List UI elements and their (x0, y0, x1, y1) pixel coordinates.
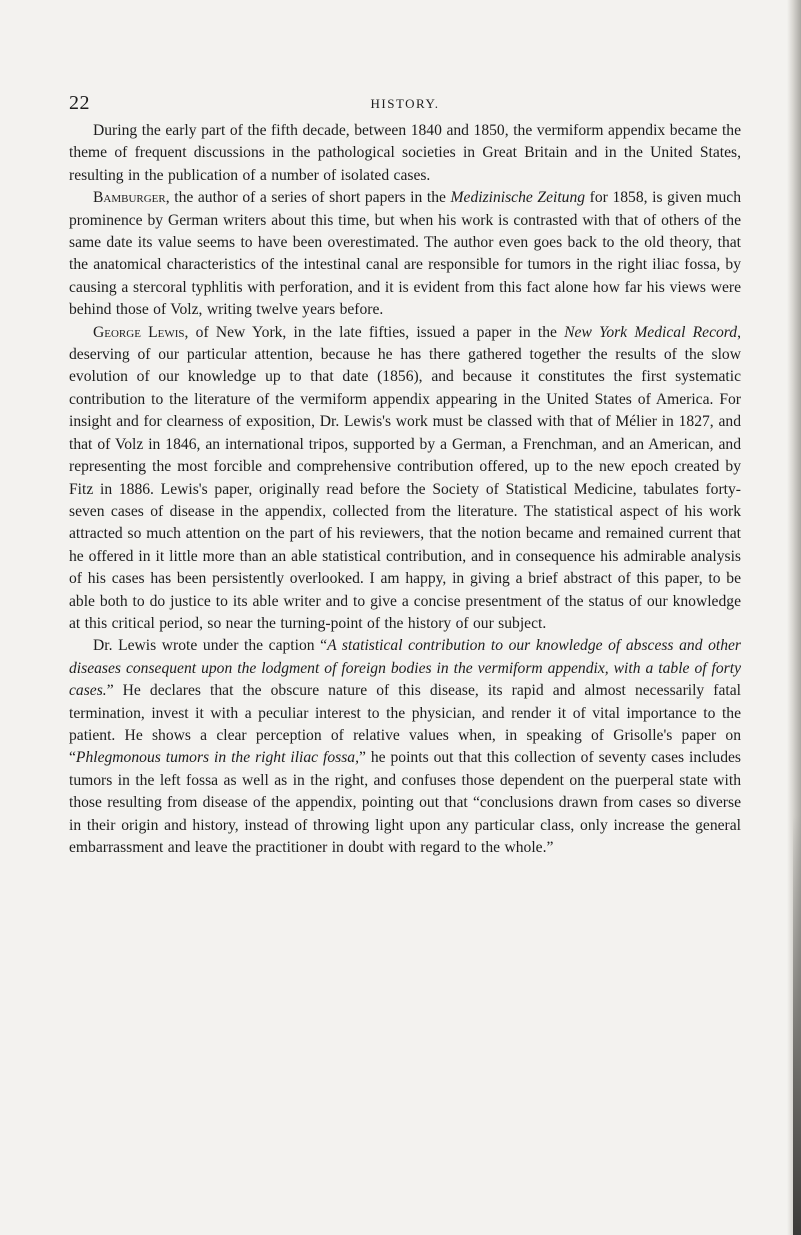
journal-title: Medizinische Zeitung (450, 189, 586, 207)
paragraph-2: Bamburger, the author of a series of short papers in the Medizinische Zeitung for 1858, is given much prominence by German writers about this time, but when his work is contrasted with that of others of the same date its value seems to have been overestimated. The author even goes back to the old theory, that the anatomical characteristics of the intestinal canal are responsible for tumors in the right iliac fossa, by causing a stercoral typhlitis with perforation, and it is evident from this fact alone how far his views were behind those of Volz, writing twelve years before. (69, 189, 742, 319)
running-head: HISTORY. (370, 96, 440, 111)
page-edge-shadow-bottom (793, 815, 801, 1235)
body-text (69, 120, 741, 859)
journal-title: New York Medical Record (564, 323, 738, 341)
paper-caption: A statistical contribution to our knowledge of abscess and other diseases consequent upon the lodgment of foreign bodies in the vermiform appendix, with a table of forty cases. (69, 637, 741, 700)
page-number: 22 (69, 92, 90, 114)
paragraph-4: Dr. Lewis wrote under the caption “A statistical contribution to our knowledge of abscess and other diseases consequent upon the lodgment of foreign bodies in the vermiform appendix, with a table of forty cases.” He declares that the obscure nature of this disease, its rapid and almost necessarily fatal termination, invest it with a peculiar interest to the physician, and render it of vital importance to the patient. He shows a clear perception of relative values when, in speaking of Grisolle's paper on “Phlegmonous tumors in the right iliac fossa,” he points out that this collection of seventy cases includes tumors in the left fossa as well as in the right, and confuses those dependent on the puerperal state with those resulting from disease of the appendix, pointing out that “conclusions drawn from cases so diverse in their origin and history, instead of throwing light upon any particular class, only increase the general embarrassment and leave the practitioner in doubt with regard to the whole.” (69, 637, 741, 856)
paragraph-3: George Lewis, of New York, in the late fifties, issued a paper in the New York Medical Record, deserving of our particular attention, because he has there gathered together the results of the slow evolution of our knowledge up to that date (1856), and because it constitutes the first systematic contribution to the literature of the vermiform appendix appearing in the United States of America. For insight and for clearness of exposition, Dr. Lewis's work must be classed with that of Mélier in 1827, and that of Volz in 1846, an international tripos, supported by a German, a Frenchman, and an American, and representing the most forcible and comprehensive contribution offered, up to the new epoch created by Fitz in 1886. Lewis's paper, originally read before the Society of Statistical Medicine, tabulates forty-seven cases of disease in the appendix, collected from the literature. The statistical aspect of his work attracted so much attention on the part of his reviewers, that the notion became and remained current that he offered in it little more than an able statistical contribution, and in consequence his admirable analysis of his cases has been persistently overlooked. I am happy, in giving a brief abstract of this paper, to be able both to do justice to its able writer and to give a concise presentment of the status of our knowledge at this critical period, so near the turning-point of the history of our subject. (69, 323, 741, 632)
page-header (69, 92, 741, 116)
paper-title: Phlegmonous tumors in the right iliac fossa, (75, 749, 359, 767)
author-name-lewis: George Lewis (93, 323, 185, 341)
paragraph-1: During the early part of the fifth decade, between 1840 and 1850, the vermiform appendix became the theme of frequent discussions in the pathological societies in Great Britain and in the United States, resulting in the publication of a number of isolated cases. (69, 122, 741, 184)
author-name-bamburger: Bamburger (93, 189, 166, 207)
